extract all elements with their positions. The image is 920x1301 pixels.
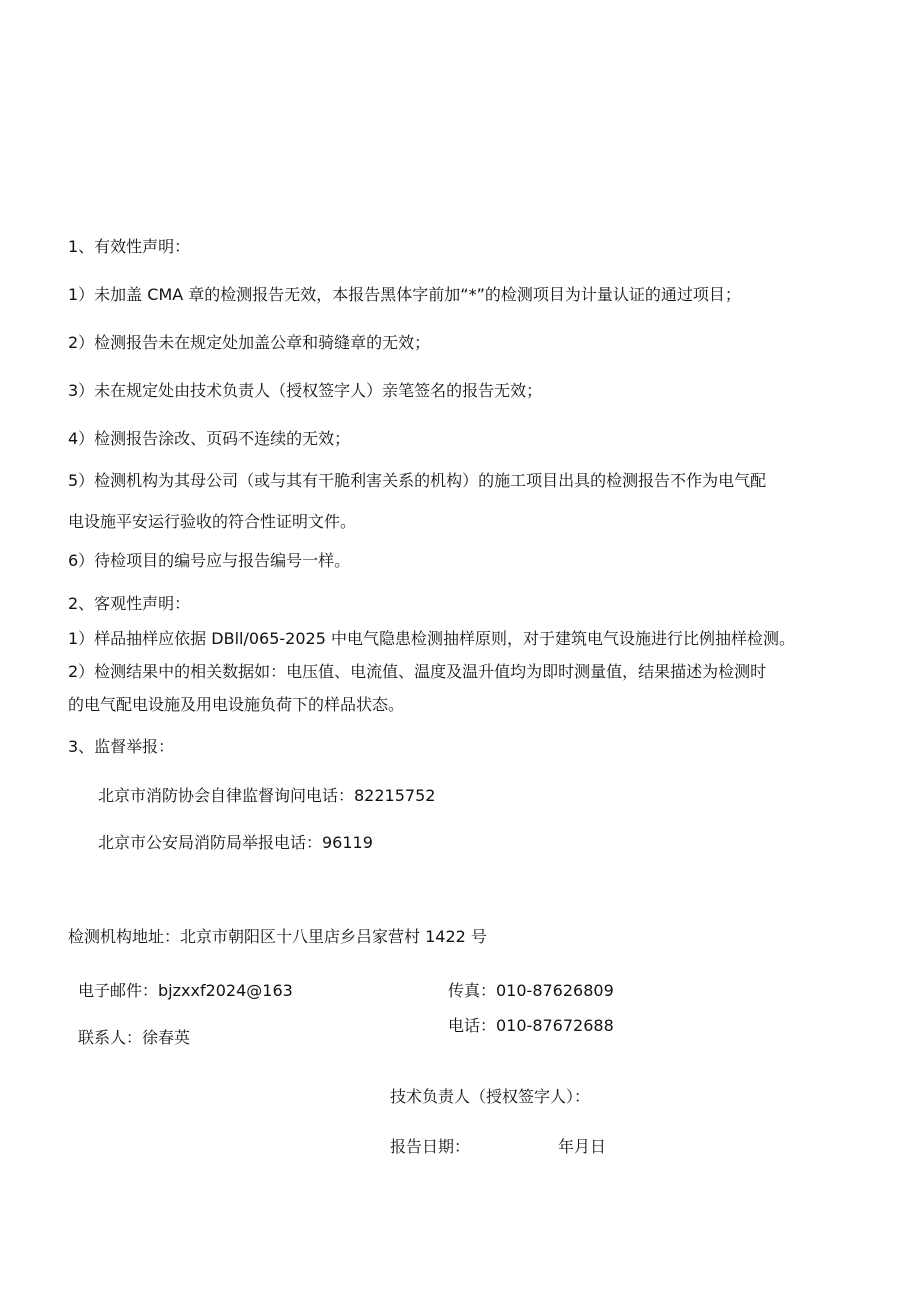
phone-line: 电话：010-87672688: [448, 1016, 614, 1035]
date-label: 报告日期：: [390, 1137, 471, 1156]
validity-item-1: 1）未加盖 CMA 章的检测报告无效，本报告黑体字前加“*”的检测项目为计量认证的通过项目；: [68, 285, 741, 304]
email-line: 电子邮件：bjzxxf2024@163: [78, 981, 293, 1000]
date-fields: 年月日: [558, 1137, 607, 1156]
supervision-heading: 3、监督举报：: [68, 737, 175, 756]
objectivity-item-2: 2）检测结果中的相关数据如：电压值、电流值、温度及温升值均为即时测量值，结果描述为检测时: [68, 662, 767, 681]
objectivity-item-1: 1）样品抽样应依据 DBll/065-2025 中电气隐患检测抽样原则，对于建筑电气设施进行比例抽样检测。: [68, 629, 795, 648]
fax-line: 传真：010-87626809: [448, 981, 614, 1000]
validity-item-2: 2）检测报告未在规定处加盖公章和骑缝章的无效；: [68, 333, 431, 352]
signer-line: 技术负责人（授权签字人）：: [390, 1087, 591, 1106]
validity-item-5: 5）检测机构为其母公司（或与其有干脆利害关系的机构）的施工项目出具的检测报告不作为电气配: [68, 471, 767, 490]
supervision-line-2: 北京市公安局消防局举报电话：96119: [98, 833, 373, 852]
supervision-line-1: 北京市消防协会自律监督询问电话：82215752: [98, 786, 436, 805]
validity-item-6: 6）待检项目的编号应与报告编号一样。: [68, 551, 351, 570]
validity-item-4: 4）检测报告涂改、页码不连续的无效；: [68, 429, 351, 448]
validity-heading: 1、有效性声明：: [68, 237, 191, 256]
contact-person: 联系人：徐春英: [78, 1028, 191, 1047]
objectivity-item-2-cont: 的电气配电设施及用电设施负荷下的样品状态。: [68, 695, 405, 714]
objectivity-heading: 2、客观性声明：: [68, 594, 191, 613]
validity-item-5-cont: 电设施平安运行验收的符合性证明文件。: [68, 512, 357, 531]
validity-item-3: 3）未在规定处由技术负责人（授权签字人）亲笔签名的报告无效；: [68, 381, 543, 400]
lab-address: 检测机构地址：北京市朝阳区十八里店乡吕家营村 1422 号: [68, 927, 487, 946]
